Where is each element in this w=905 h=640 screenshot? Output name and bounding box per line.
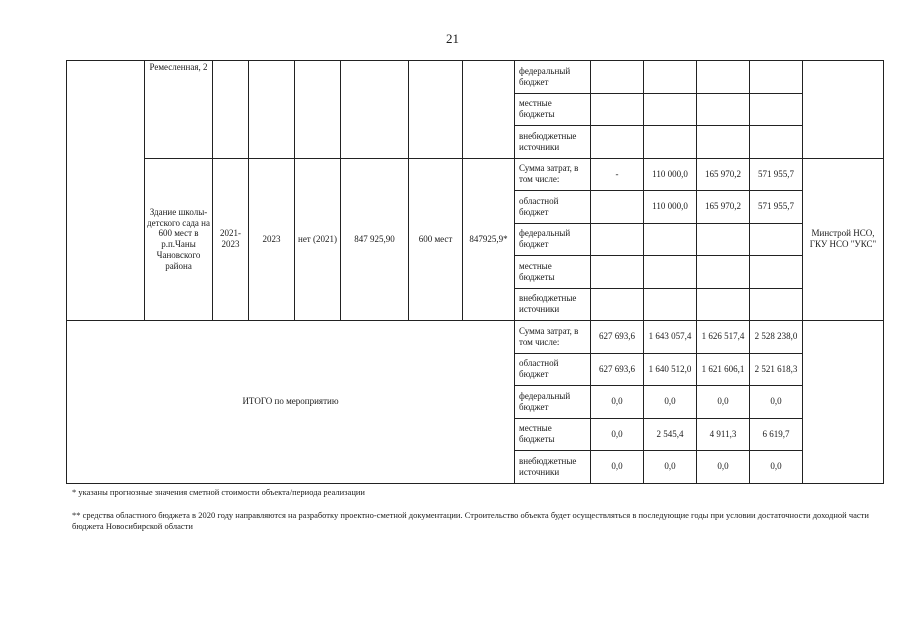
value-cell [591, 93, 644, 126]
source-cell: федеральный бюджет [515, 61, 591, 94]
page-number: 21 [446, 31, 459, 46]
source-cell: федеральный бюджет [515, 386, 591, 419]
value-cell [591, 223, 644, 256]
value-cell [644, 93, 697, 126]
table-body [67, 61, 884, 484]
value-cell [697, 61, 750, 94]
budget-table [66, 60, 884, 484]
value-cell: 627 693,6 [591, 321, 644, 354]
capacity-cell: 600 мест [409, 158, 463, 321]
source-cell: внебюджетные источники [515, 126, 591, 159]
value-cell: 110 000,0 [644, 158, 697, 191]
value-cell [750, 256, 803, 289]
table-row [67, 158, 884, 191]
source-cell: внебюджетные источники [515, 451, 591, 484]
value-cell: 4 911,3 [697, 418, 750, 451]
object-name-a: Ремесленная, 2 [145, 61, 213, 159]
value-cell [644, 61, 697, 94]
total-cost-cell: 847925,9* [463, 158, 515, 321]
value-cell [591, 61, 644, 94]
value-cell [591, 256, 644, 289]
value-cell [644, 288, 697, 321]
value-cell: 571 955,7 [750, 191, 803, 224]
value-cell [591, 288, 644, 321]
table-row [67, 61, 884, 94]
value-cell: 6 619,7 [750, 418, 803, 451]
source-cell: Сумма затрат, в том числе: [515, 158, 591, 191]
value-cell: 0,0 [591, 418, 644, 451]
source-cell: местные бюджеты [515, 418, 591, 451]
cost-cell: 847 925,90 [341, 158, 409, 321]
value-cell: 0,0 [644, 386, 697, 419]
blank-cell [341, 61, 409, 159]
value-cell [697, 126, 750, 159]
value-cell: 1 626 517,4 [697, 321, 750, 354]
value-cell: 0,0 [591, 451, 644, 484]
source-cell: Сумма затрат, в том числе: [515, 321, 591, 354]
blank-cell [803, 321, 884, 484]
total-label-cell: ИТОГО по мероприятию [67, 321, 515, 484]
footnote-regional-budget: ** средства областного бюджета в 2020 году направляются на разработку проектно-сметной документации. Строительство объекта будет осуществляться в последующие годы при условии достаточности доходной части бюджета Новосибирской области [72, 510, 869, 532]
value-cell: 627 693,6 [591, 353, 644, 386]
value-cell [750, 126, 803, 159]
footnote-estimate: * указаны прогнозные значения сметной стоимости объекта/периода реализации [72, 487, 365, 497]
value-cell: 165 970,2 [697, 158, 750, 191]
value-cell [750, 61, 803, 94]
value-cell: 2 521 618,3 [750, 353, 803, 386]
value-cell: 2 528 238,0 [750, 321, 803, 354]
object-name-b: Здание школы-детского сада на 600 мест в р.п.Чаны Чановского района [145, 158, 213, 321]
expertise-cell: нет (2021) [295, 158, 341, 321]
value-cell [697, 223, 750, 256]
value-cell [697, 256, 750, 289]
blank-cell [213, 61, 249, 159]
blank-cell [803, 61, 884, 159]
table-row [67, 321, 884, 354]
source-cell: областной бюджет [515, 191, 591, 224]
start-year-cell: 2021-2023 [213, 158, 249, 321]
value-cell: - [591, 158, 644, 191]
value-cell [644, 126, 697, 159]
value-cell [644, 256, 697, 289]
value-cell: 110 000,0 [644, 191, 697, 224]
value-cell: 0,0 [644, 451, 697, 484]
blank-cell [67, 61, 145, 159]
source-cell: местные бюджеты [515, 93, 591, 126]
value-cell: 0,0 [697, 386, 750, 419]
blank-cell [295, 61, 341, 159]
value-cell: 571 955,7 [750, 158, 803, 191]
blank-cell [409, 61, 463, 159]
responsible-cell: Минстрой НСО, ГКУ НСО "УКС" [803, 158, 884, 321]
end-year-cell: 2023 [249, 158, 295, 321]
value-cell: 1 640 512,0 [644, 353, 697, 386]
value-cell [591, 126, 644, 159]
value-cell: 1 621 606,1 [697, 353, 750, 386]
value-cell [591, 191, 644, 224]
blank-cell [67, 158, 145, 321]
value-cell: 2 545,4 [644, 418, 697, 451]
value-cell: 0,0 [697, 451, 750, 484]
value-cell: 1 643 057,4 [644, 321, 697, 354]
value-cell: 165 970,2 [697, 191, 750, 224]
blank-cell [249, 61, 295, 159]
value-cell [697, 93, 750, 126]
source-cell: местные бюджеты [515, 256, 591, 289]
value-cell: 0,0 [750, 451, 803, 484]
source-cell: федеральный бюджет [515, 223, 591, 256]
blank-cell [463, 61, 515, 159]
value-cell: 0,0 [750, 386, 803, 419]
source-cell: внебюджетные источники [515, 288, 591, 321]
value-cell [697, 288, 750, 321]
value-cell [750, 223, 803, 256]
source-cell: областной бюджет [515, 353, 591, 386]
value-cell [644, 223, 697, 256]
value-cell [750, 93, 803, 126]
value-cell [750, 288, 803, 321]
value-cell: 0,0 [591, 386, 644, 419]
